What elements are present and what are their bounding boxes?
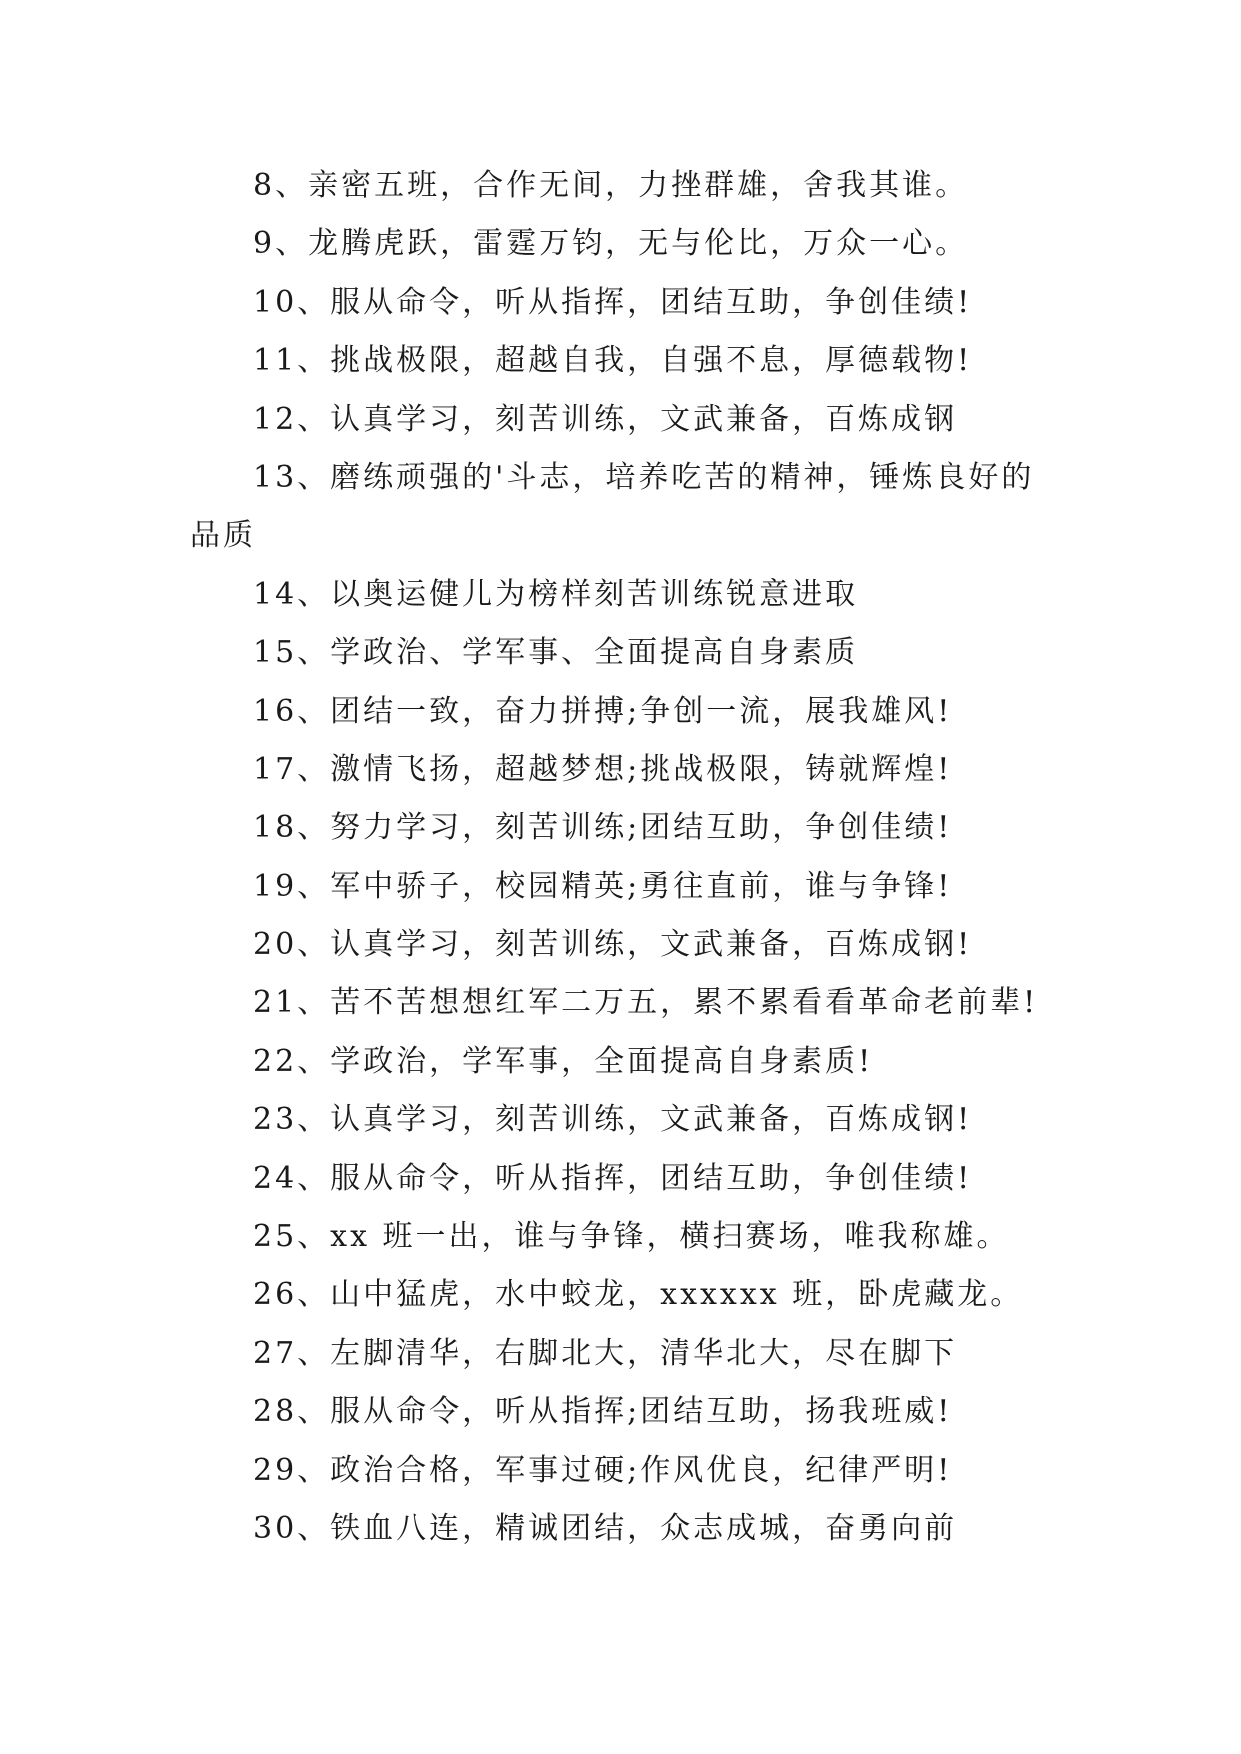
slogan-line-19: 19、军中骄子，校园精英;勇往直前，谁与争锋! [253, 868, 953, 904]
slogan-line-20: 20、认真学习，刻苦训练，文武兼备，百炼成钢! [253, 927, 973, 963]
slogan-line-24: 24、服从命令，听从指挥，团结互助，争创佳绩! [253, 1160, 973, 1196]
slogan-line-8: 8、亲密五班，合作无间，力挫群雄，舍我其谁。 [253, 168, 969, 203]
slogan-line-26: 26、山中猛虎，水中蛟龙，xxxxxx 班，卧虎藏龙。 [253, 1277, 1024, 1313]
slogan-line-14: 14、以奥运健儿为榜样刻苦训练锐意进取 [253, 576, 859, 612]
slogan-line-13: 13、磨练顽强的'斗志，培养吃苦的精神，锤炼良好的 [253, 459, 1035, 495]
slogan-line-27: 27、左脚清华，右脚北大，清华北大，尽在脚下 [253, 1335, 958, 1371]
slogan-line-11: 11、挑战极限，超越自我，自强不息，厚德载物! [253, 343, 973, 379]
slogan-line-22: 22、学政治，学军事，全面提高自身素质! [253, 1043, 874, 1079]
slogan-line-12: 12、认真学习，刻苦训练，文武兼备，百炼成钢 [253, 401, 958, 437]
slogan-line-10: 10、服从命令，听从指挥，团结互助，争创佳绩! [253, 284, 973, 320]
slogan-line-16: 16、团结一致，奋力拼搏;争创一流，展我雄风! [253, 693, 953, 729]
slogan-line-21: 21、苦不苦想想红军二万五，累不累看看革命老前辈! [253, 985, 1039, 1021]
slogan-line-23: 23、认真学习，刻苦训练，文武兼备，百炼成钢! [253, 1102, 973, 1138]
slogan-line-17: 17、激情飞扬，超越梦想;挑战极限，铸就辉煌! [253, 751, 953, 787]
slogan-line-28: 28、服从命令，听从指挥;团结互助，扬我班威! [253, 1394, 953, 1430]
slogan-line-18: 18、努力学习，刻苦训练;团结互助，争创佳绩! [253, 810, 953, 846]
slogan-line-15: 15、学政治、学军事、全面提高自身素质 [253, 635, 859, 671]
slogan-line-29: 29、政治合格，军事过硬;作风优良，纪律严明! [253, 1452, 953, 1488]
slogan-line-30: 30、铁血八连，精诚团结，众志成城，奋勇向前 [253, 1510, 958, 1546]
document-body [190, 157, 1070, 1558]
slogan-line-25: 25、xx 班一出，谁与争锋，横扫赛场，唯我称雄。 [253, 1219, 1010, 1255]
slogan-line-9: 9、龙腾虎跃，雷霆万钧，无与伦比，万众一心。 [253, 226, 969, 262]
slogan-line-13-continuation: 品质 [190, 518, 256, 554]
